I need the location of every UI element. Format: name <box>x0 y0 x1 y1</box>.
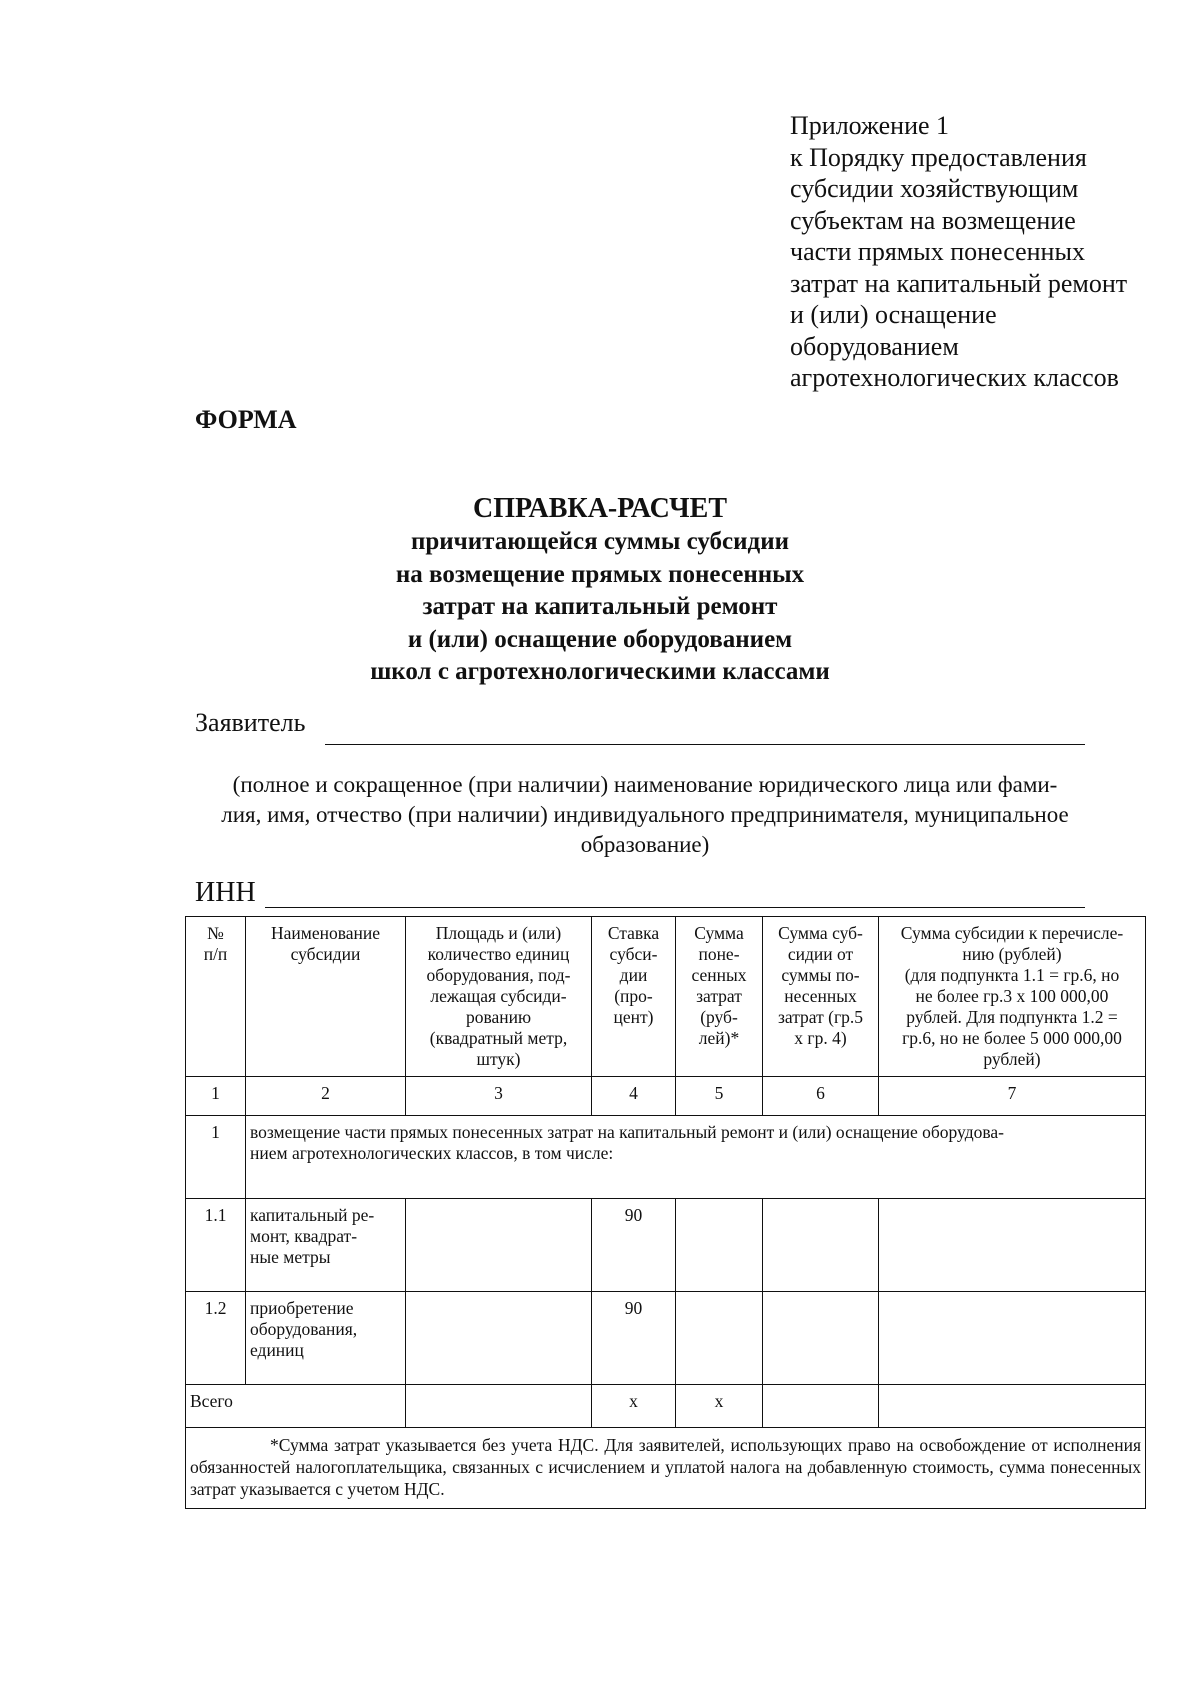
column-number-row <box>186 1077 1146 1116</box>
row-area-cell[interactable] <box>406 1292 592 1385</box>
row-name: капитальный ре- монт, квадрат- ные метры <box>246 1199 406 1292</box>
inn-input-line[interactable] <box>265 907 1085 908</box>
total-rate: x <box>592 1385 676 1428</box>
total-area-cell[interactable] <box>406 1385 592 1428</box>
applicant-input-line[interactable] <box>325 744 1085 745</box>
title-line: причитающейся суммы субсидии <box>410 528 790 555</box>
inn-label: ИНН <box>195 877 256 908</box>
footnote-cell <box>186 1428 1146 1509</box>
footnote-text: *Сумма затрат указывается без учета НДС. Для заявителей, использующих право на освобождение от исполнения обязанностей налогоплательщика, связанных с исчислением и уплатой налога на добавленную стоимость, сумма понесенных затрат указывается с учетом НДС. <box>190 1435 1141 1499</box>
total-costs: x <box>676 1385 763 1428</box>
row-name: приобретение оборудования, единиц <box>246 1292 406 1385</box>
row-transfer-cell[interactable] <box>879 1199 1146 1292</box>
col-number: 4 <box>592 1077 676 1116</box>
header-transfer: Сумма субсидии к перечисле- нию (рублей) (для подпункта 1.1 = гр.6, но не более гр.3 х 100 000,00 рублей. Для подпункта 1.2 = гр.6, но не более 5 000 000,00 рублей) <box>879 917 1146 1077</box>
table-row <box>186 1292 1146 1385</box>
title-main: СПРАВКА-РАСЧЕТ <box>472 493 728 524</box>
section-row <box>186 1116 1146 1199</box>
row-area-cell[interactable] <box>406 1199 592 1292</box>
row-costs-cell[interactable] <box>676 1292 763 1385</box>
table-row <box>186 1199 1146 1292</box>
row-subsidy-cell[interactable] <box>763 1292 879 1385</box>
title-line: затрат на капитальный ремонт <box>422 593 778 620</box>
title-line: на возмещение прямых понесенных <box>395 560 805 588</box>
form-label: ФОРМА <box>195 405 297 434</box>
total-label: Всего <box>186 1385 406 1428</box>
row-num: 1.1 <box>186 1199 246 1292</box>
footnote-row <box>186 1428 1146 1509</box>
header-area: Площадь и (или) количество единиц оборудования, под- лежащая субсиди- рованию (квадратный метр, штук) <box>406 917 592 1077</box>
header-num: № п/п <box>186 917 246 1077</box>
document-title <box>300 492 900 689</box>
row-subsidy-cell[interactable] <box>763 1199 879 1292</box>
row-rate: 90 <box>592 1292 676 1385</box>
appendix-reference: Приложение 1 к Порядку предоставления субсидии хозяйствующим субъектам на возмещение части прямых понесенных затрат на капитальный ремонт и (или) оснащение оборудованием агротехнологических классов <box>790 111 1128 392</box>
col-number: 2 <box>246 1077 406 1116</box>
title-line: и (или) оснащение оборудованием <box>407 625 793 653</box>
row-transfer-cell[interactable] <box>879 1292 1146 1385</box>
header-name: Наименование субсидии <box>246 917 406 1077</box>
title-line: школ с агротехнологическими классами <box>370 658 830 685</box>
col-number: 7 <box>879 1077 1146 1116</box>
section-text: возмещение части прямых понесенных затрат на капитальный ремонт и (или) оснащение оборудова- нием агротехнологических классов, в том числе: <box>246 1116 1146 1199</box>
header-rate: Ставка субси- дии (про- цент) <box>592 917 676 1077</box>
col-number: 3 <box>406 1077 592 1116</box>
col-number: 6 <box>763 1077 879 1116</box>
header-subsidy: Сумма суб- сидии от суммы по- несенных затрат (гр.5 х гр. 4) <box>763 917 879 1077</box>
total-subsidy-cell[interactable] <box>763 1385 879 1428</box>
total-transfer-cell[interactable] <box>879 1385 1146 1428</box>
applicant-note: (полное и сокращенное (при наличии) наименование юридического лица или фами- лия, имя, отчество (при наличии) индивидуального предпринимателя, муниципальное образование) <box>221 772 1069 857</box>
section-num: 1 <box>186 1116 246 1199</box>
row-costs-cell[interactable] <box>676 1199 763 1292</box>
col-number: 5 <box>676 1077 763 1116</box>
applicant-label: Заявитель <box>195 708 306 737</box>
header-costs: Сумма поне- сенных затрат (руб- лей)* <box>676 917 763 1077</box>
row-rate: 90 <box>592 1199 676 1292</box>
row-num: 1.2 <box>186 1292 246 1385</box>
col-number: 1 <box>186 1077 246 1116</box>
total-row <box>186 1385 1146 1428</box>
calculation-table <box>185 916 1146 1509</box>
table-header-row <box>186 917 1146 1077</box>
